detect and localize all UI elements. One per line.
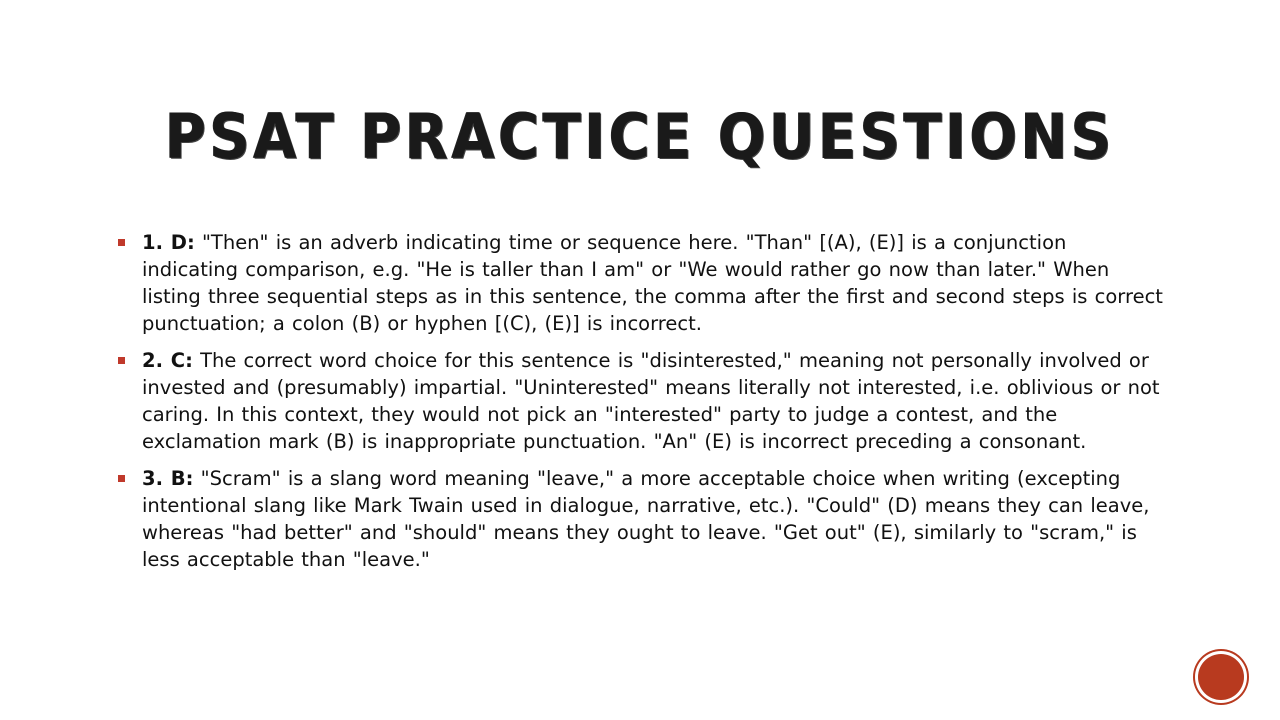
answer-item-2	[116, 347, 1168, 455]
answer-list	[116, 229, 1168, 583]
square-bullet-icon	[118, 239, 125, 246]
answer-key: 1. D:	[142, 231, 195, 254]
answer-key: 3. B:	[142, 467, 194, 490]
square-bullet-icon	[118, 357, 125, 364]
answer-item-1	[116, 229, 1168, 337]
answer-key: 2. C:	[142, 349, 193, 372]
slide-title: PSAT PRACTICE QUESTIONS	[165, 100, 1115, 173]
answer-explanation: "Scram" is a slang word meaning "leave," a more acceptable choice when writing (excepting intentional slang like Mark Twain used in dialogue, narrative, etc.). "Could" (D) means they can leave, whereas "had better" and "should" means they ought to leave. "Get out" (E), similarly to "scram," is less acceptable than "leave."	[142, 467, 1150, 571]
answer-explanation: The correct word choice for this sentence is "disinterested," meaning not personally involved or invested and (presumably) impartial. "Uninterested" means literally not interested, i.e. oblivious or not caring. In this context, they would not pick an "interested" party to judge a contest, and the exclamation mark (B) is inappropriate punctuation. "An" (E) is incorrect preceding a consonant.	[142, 349, 1160, 453]
square-bullet-icon	[118, 475, 125, 482]
answer-item-3	[116, 465, 1168, 573]
slide-number-badge	[1198, 654, 1244, 700]
answer-explanation: "Then" is an adverb indicating time or sequence here. "Than" [(A), (E)] is a conjunction indicating comparison, e.g. "He is taller than I am" or "We would rather go now than later." When listing three sequential steps as in this sentence, the comma after the first and second steps is correct punctuation; a colon (B) or hyphen [(C), (E)] is incorrect.	[142, 231, 1163, 335]
